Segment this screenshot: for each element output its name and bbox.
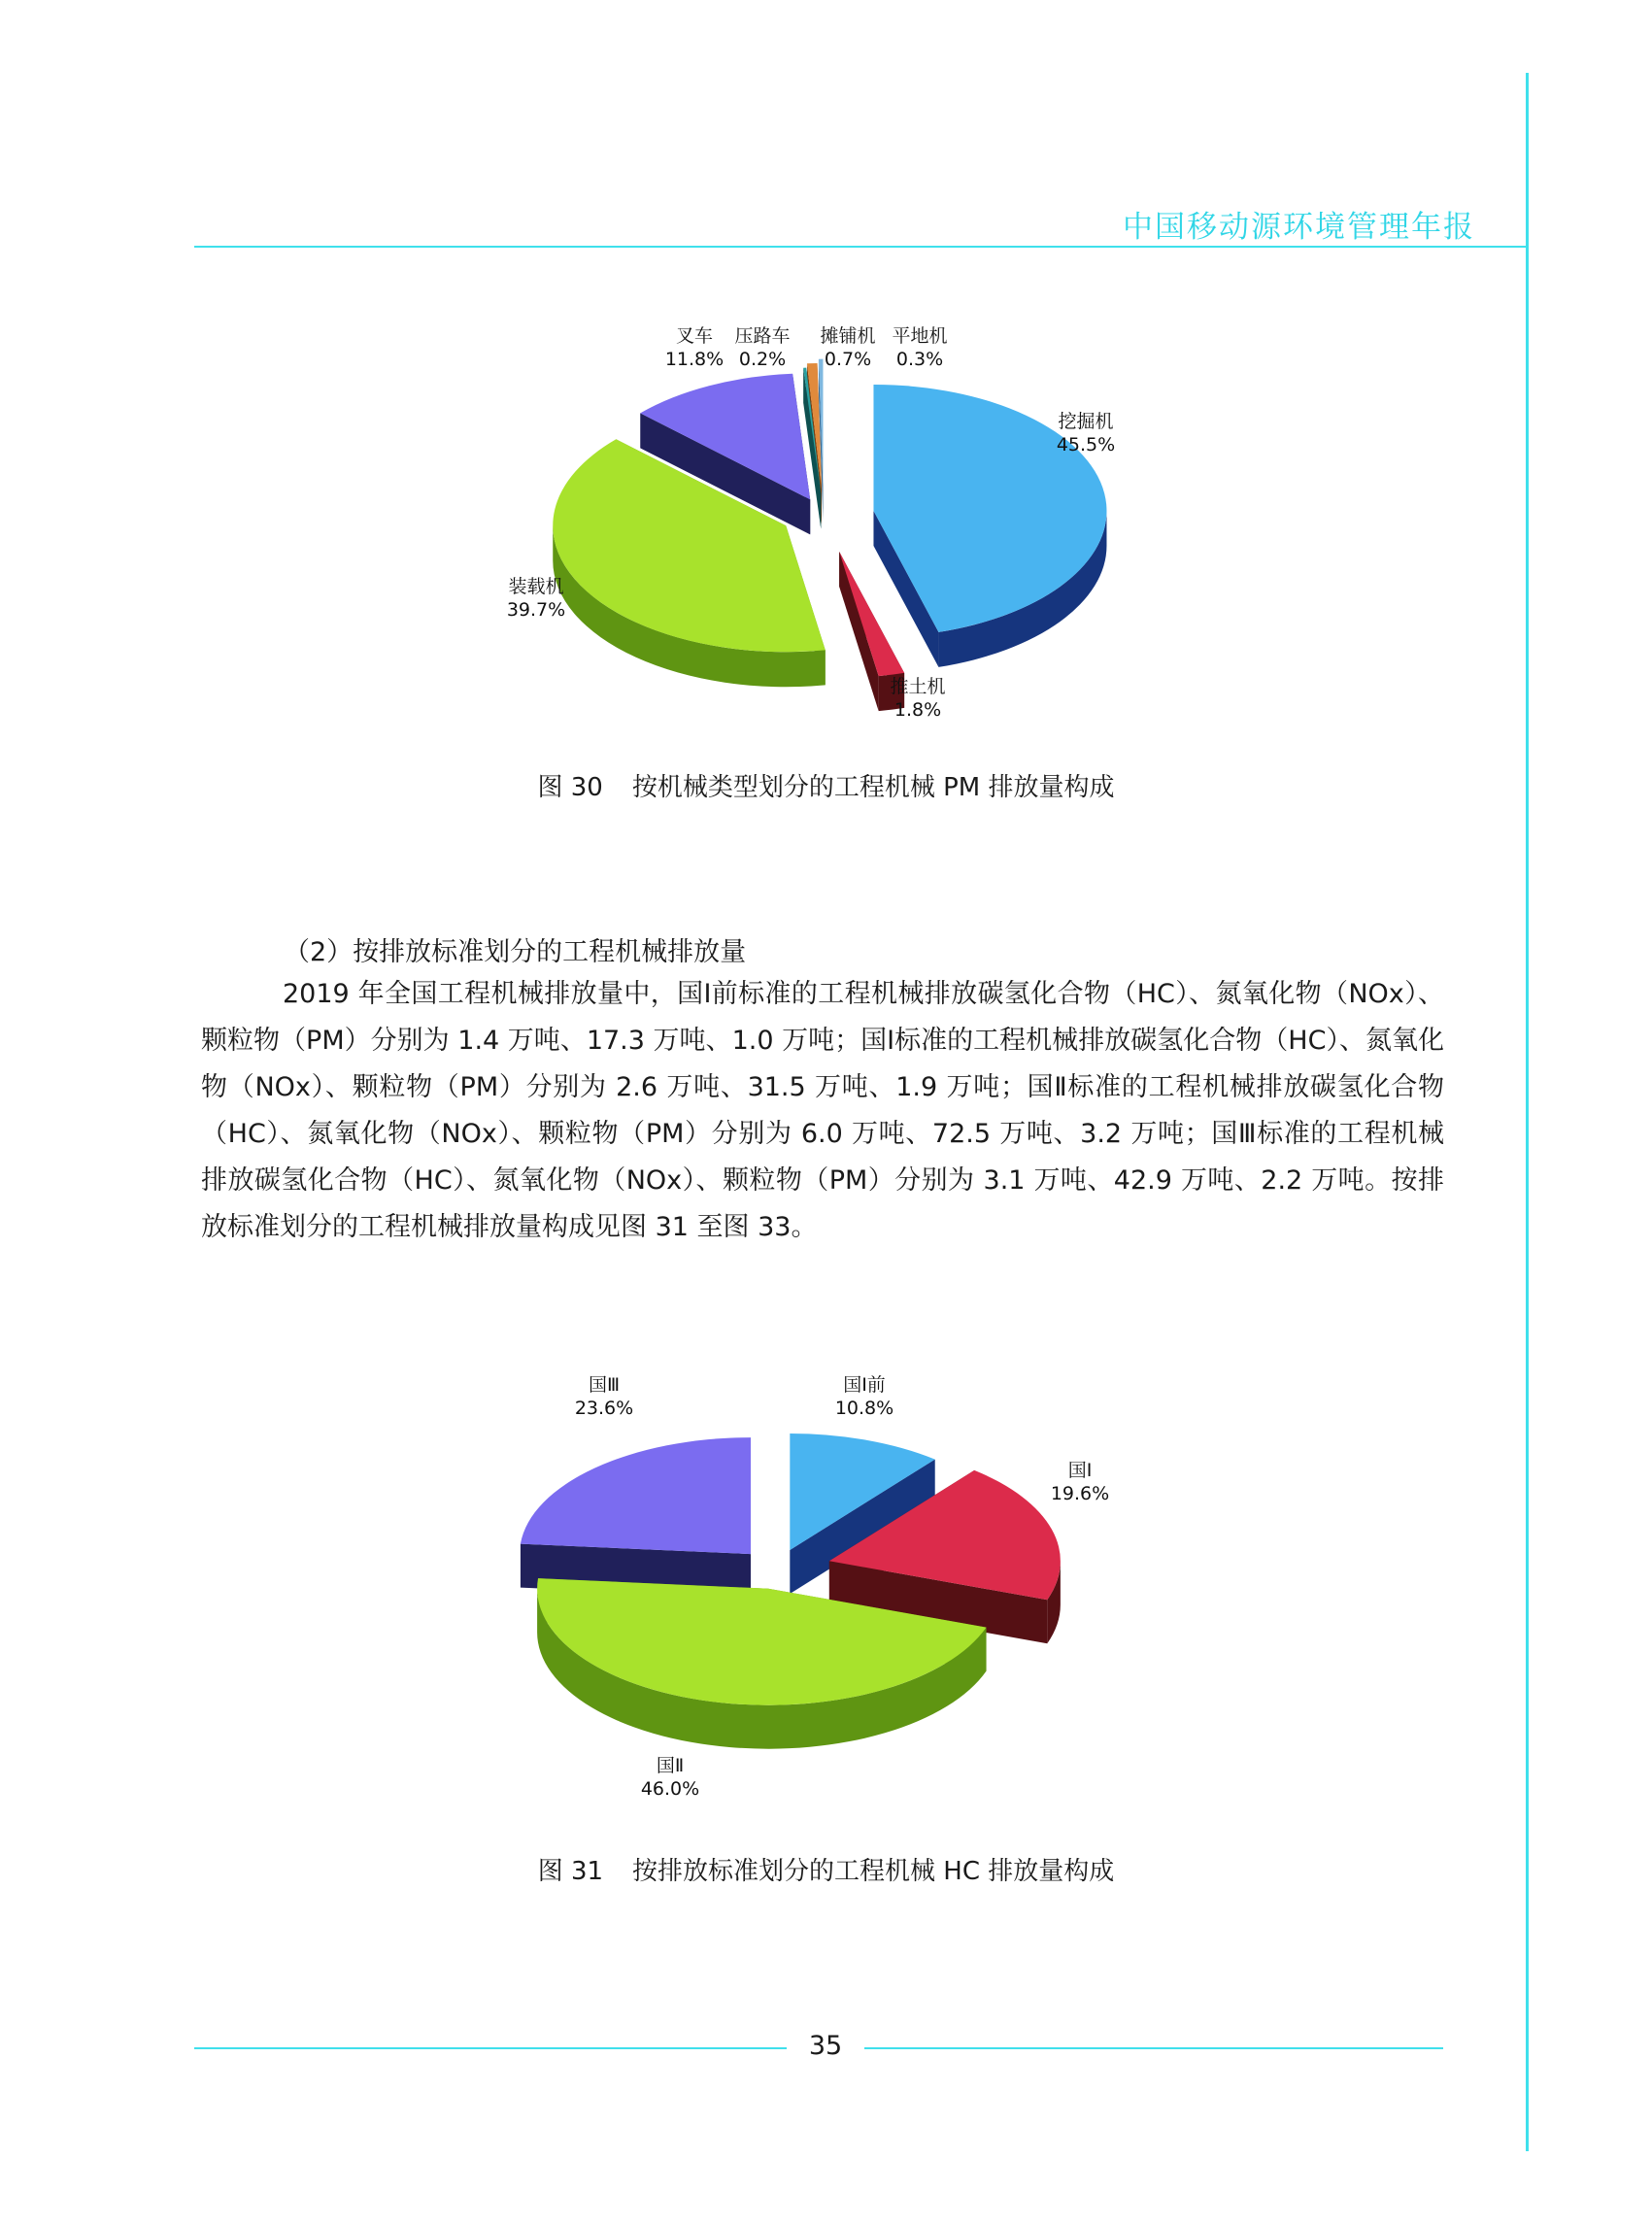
- figure-31-title: 按排放标准划分的工程机械 HC 排放量构成: [632, 1857, 1115, 1886]
- pm-pie-label-slice-6-value: 0.7%: [824, 349, 872, 370]
- hc-pie-label-slice-1-value: 10.8%: [834, 1398, 894, 1419]
- pm-pie-label-slice-4-value: 11.8%: [664, 349, 725, 370]
- pm-pie-label-slice-1-value: 45.5%: [1056, 434, 1116, 455]
- hc-pie-label-slice-4-name: 国Ⅲ: [588, 1374, 621, 1396]
- figure-31-caption: [0, 1851, 1652, 1887]
- hc-pie-label-slice-4-value: 23.6%: [574, 1398, 634, 1419]
- hc-pie-label-slice-2-value: 19.6%: [1050, 1483, 1110, 1504]
- pm-pie-label-slice-4-name: 叉车: [675, 325, 714, 347]
- section-subheading: （2）按排放标准划分的工程机械排放量: [284, 937, 747, 967]
- pm-pie-label-slice-5-name: 压路车: [734, 325, 791, 347]
- hc-pie-label-slice-1-name: 国Ⅰ前: [843, 1374, 886, 1396]
- footer-rule-right: [864, 2047, 1443, 2049]
- figure-30-chart: [0, 311, 1652, 738]
- hc-pie-label-slice-3-name: 国Ⅱ: [656, 1755, 685, 1776]
- figure-31-chart: [0, 1360, 1652, 1816]
- pm-pie-label-slice-7-value: 0.3%: [895, 349, 944, 370]
- pm-pie-label-slice-2-name: 推土机: [890, 676, 946, 697]
- hc-pie-label-slice-3-value: 46.0%: [640, 1778, 700, 1800]
- pm-pie-label-slice-6-name: 摊铺机: [820, 325, 876, 347]
- pie-chart-hc-by-standard: [0, 1360, 1652, 1816]
- pm-pie-label-slice-2-value: 1.8%: [893, 699, 942, 721]
- pm-pie-label-slice-1-name: 挖掘机: [1058, 411, 1114, 432]
- figure-30-title: 按机械类型划分的工程机械 PM 排放量构成: [631, 773, 1115, 802]
- section-paragraph: 2019 年全国工程机械排放量中，国Ⅰ前标准的工程机械排放碳氢化合物（HC）、氮氧化物（NOx）、颗粒物（PM）分别为 1.4 万吨、17.3 万吨、1.0 万吨；国Ⅰ标准的工程机械排放碳氢化合物（HC）、氮氧化物（NOx）、颗粒物（PM）分别为 2.6 万吨、31.5 万吨、1.9 万吨；国Ⅱ标准的工程机械排放碳氢化合物（HC）、氮氧化物（NOx）、颗粒物（PM）分别为 6.0 万吨、72.5 万吨、3.2 万吨；国Ⅲ标准的工程机械排放碳氢化合物（HC）、氮氧化物（NOx）、颗粒物（PM）分别为 3.1 万吨、42.9 万吨、2.2 万吨。按排放标准划分的工程机械排放量构成见图 31 至图 33。: [201, 979, 1444, 1242]
- figure-31-number: 图 31: [537, 1857, 604, 1886]
- pm-pie-label-slice-5-value: 0.2%: [738, 349, 787, 370]
- page-number: 35: [808, 2031, 843, 2061]
- hc-pie-slice-4-top: [521, 1437, 751, 1554]
- pm-pie-label-slice-7-name: 平地机: [892, 325, 948, 347]
- hc-pie-label-slice-2-name: 国Ⅰ: [1067, 1460, 1093, 1481]
- pm-pie-label-slice-3-value: 39.7%: [506, 599, 566, 621]
- running-header-title: 中国移动源环境管理年报: [1123, 210, 1475, 245]
- figure-30-number: 图 30: [537, 773, 603, 802]
- footer-rule-left: [194, 2047, 787, 2049]
- pm-pie-label-slice-3-name: 装载机: [508, 576, 564, 597]
- pie-chart-pm-by-machine: [0, 311, 1652, 738]
- figure-30-caption: [0, 767, 1652, 803]
- header-rule: [194, 246, 1529, 248]
